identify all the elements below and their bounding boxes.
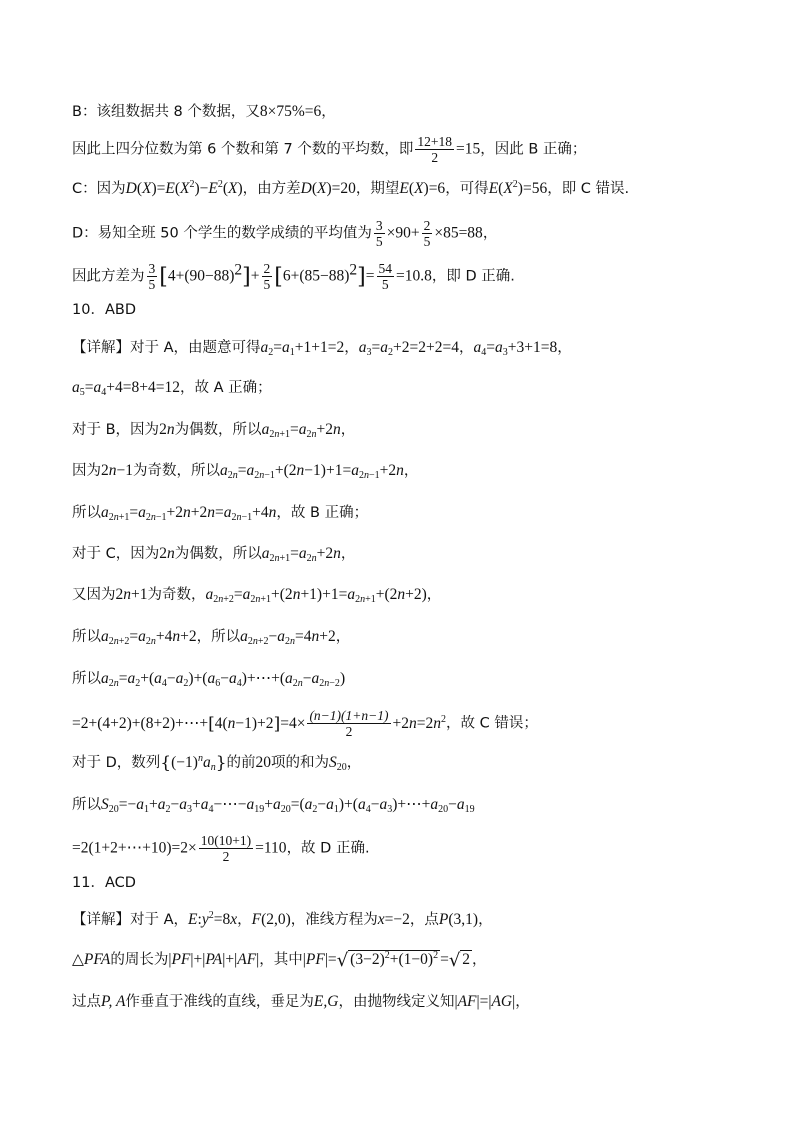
- q10-line-12: 所以$S_{20}=-a_1+a_2-a_3+a_4-\cdots-a_{19}+a_{20}=(a_2-a_1)+(a_4-a_3)+\cdots+a_{20}-a_{19}$: [72, 796, 475, 815]
- q10-line-1: 【详解】对于 A，由题意可得$a_2=a_1+1+1=2$，$a_3=a_2+2=2+2=4$，$a_4=a_3+3+1=8$，: [72, 339, 572, 358]
- q10-line-10: =2+(4+2)+(8+2)+⋯+[4(n−1)+2]=4× $\frac{(n-1)(1+n-1)}{2}$ $+2n=2n^2$，故 C 错误；: [72, 708, 538, 739]
- q10-line-7: 又因为2n+1为奇数，$a_{2n+2}=a_{2n+1}+(2n+1)+1=a_{2n+1}+(2n+2)$，: [72, 586, 442, 605]
- line-b-option: B：该组数据共 8 个数据，又8×75%=6，: [72, 103, 336, 120]
- fraction: $\frac{3}{5}$: [148, 261, 156, 292]
- q11-line-2: △PFA的周长为|PF|+|PA|+|AF|，其中|PF|=√ $(3-2)^2+(1-0)^2$ =√ 2 ，: [72, 950, 487, 971]
- q11-line-1: 【详解】对于 A，$E:y^2=8x$，F(2,0)，准线方程为x=−2，点P(3,1)，: [72, 910, 493, 928]
- q10-line-6: 对于 C，因为2n为偶数，所以$a_{2n+1}=a_{2n}+2n$，: [72, 545, 356, 564]
- q10-line-11: 对于 D，数列$\{(-1)^na_n\}$的前20项的和为$S_{20}$，: [72, 753, 362, 773]
- fraction: $\frac{54}{5}$: [378, 261, 392, 292]
- fraction: $\frac{3}{5}$: [375, 218, 383, 249]
- q10-line-4: 因为2n−1为奇数，所以$a_{2n}=a_{2n-1}+(2n-1)+1=a_{2n-1}+2n$，: [72, 462, 419, 481]
- q10-line-13: =2(1+2+⋯+10)=2× $\frac{10(10+1)}{2}$ =110，故 D 正确.: [72, 833, 370, 864]
- line-b-quartile: 因此上四分位数为第 6 个数和第 7 个数的平均数，即 $\frac{12+18}{2}$ =15，因此 B 正确；: [72, 134, 587, 165]
- line-d-option: D：易知全班 50 个学生的数学成绩的平均值为 $\frac{3}{5}$ ×90+ $\frac{2}{5}$ ×85=88，: [72, 218, 498, 249]
- question-10-answer: 10．ABD: [72, 302, 136, 318]
- q10-line-3: 对于 B，因为2n为偶数，所以$a_{2n+1}=a_{2n}+2n$，: [72, 421, 356, 440]
- fraction: $\frac{(n-1)(1+n-1)}{2}$: [309, 708, 389, 739]
- q10-line-8: 所以$a_{2n+2}=a_{2n}+4n+2$，所以$a_{2n+2}-a_{2n}=4n+2$，: [72, 628, 351, 647]
- q11-line-3: 过点P, A作垂直于准线的直线，垂足为E,G，由抛物线定义知|AF|=|AG|，: [72, 993, 530, 1010]
- variance-formula: $D(X)=E(X^2)-E^2(X)$: [125, 179, 243, 197]
- fraction: $\frac{2}{5}$: [263, 261, 271, 292]
- fraction: $\frac{2}{5}$: [423, 218, 431, 249]
- line-c-option: C：因为$D(X)=E(X^2)-E^2(X)$，由方差D(X)=20，期望E(X)=6，可得$E(X^2)=56$，即 C 错误.: [72, 179, 630, 197]
- math-expression: 8×75%=6: [259, 103, 322, 120]
- line-d-variance: 因此方差为 $\frac{3}{5}$ $[4+(90-88)^2]+$ $\frac{2}{5}$ $[6+(85-88)^2]=$ $\frac{54}{5}$ =10.8，即 D 正确.: [72, 261, 515, 292]
- fraction: $\frac{12+18}{2}$: [417, 134, 453, 165]
- q10-line-9: 所以$a_{2n}=a_2+(a_4-a_2)+(a_6-a_4)+\cdots+(a_{2n}-a_{2n-2})$: [72, 670, 346, 689]
- q10-line-2: $a_5=a_4+4=8+4=12$，故 A 正确；: [72, 379, 272, 398]
- fraction: $\frac{10(10+1)}{2}$: [200, 833, 252, 864]
- q10-line-5: 所以$a_{2n+1}=a_{2n-1}+2n+2n=a_{2n-1}+4n$，故 B 正确；: [72, 504, 369, 523]
- question-11-answer: 11．ACD: [72, 875, 136, 891]
